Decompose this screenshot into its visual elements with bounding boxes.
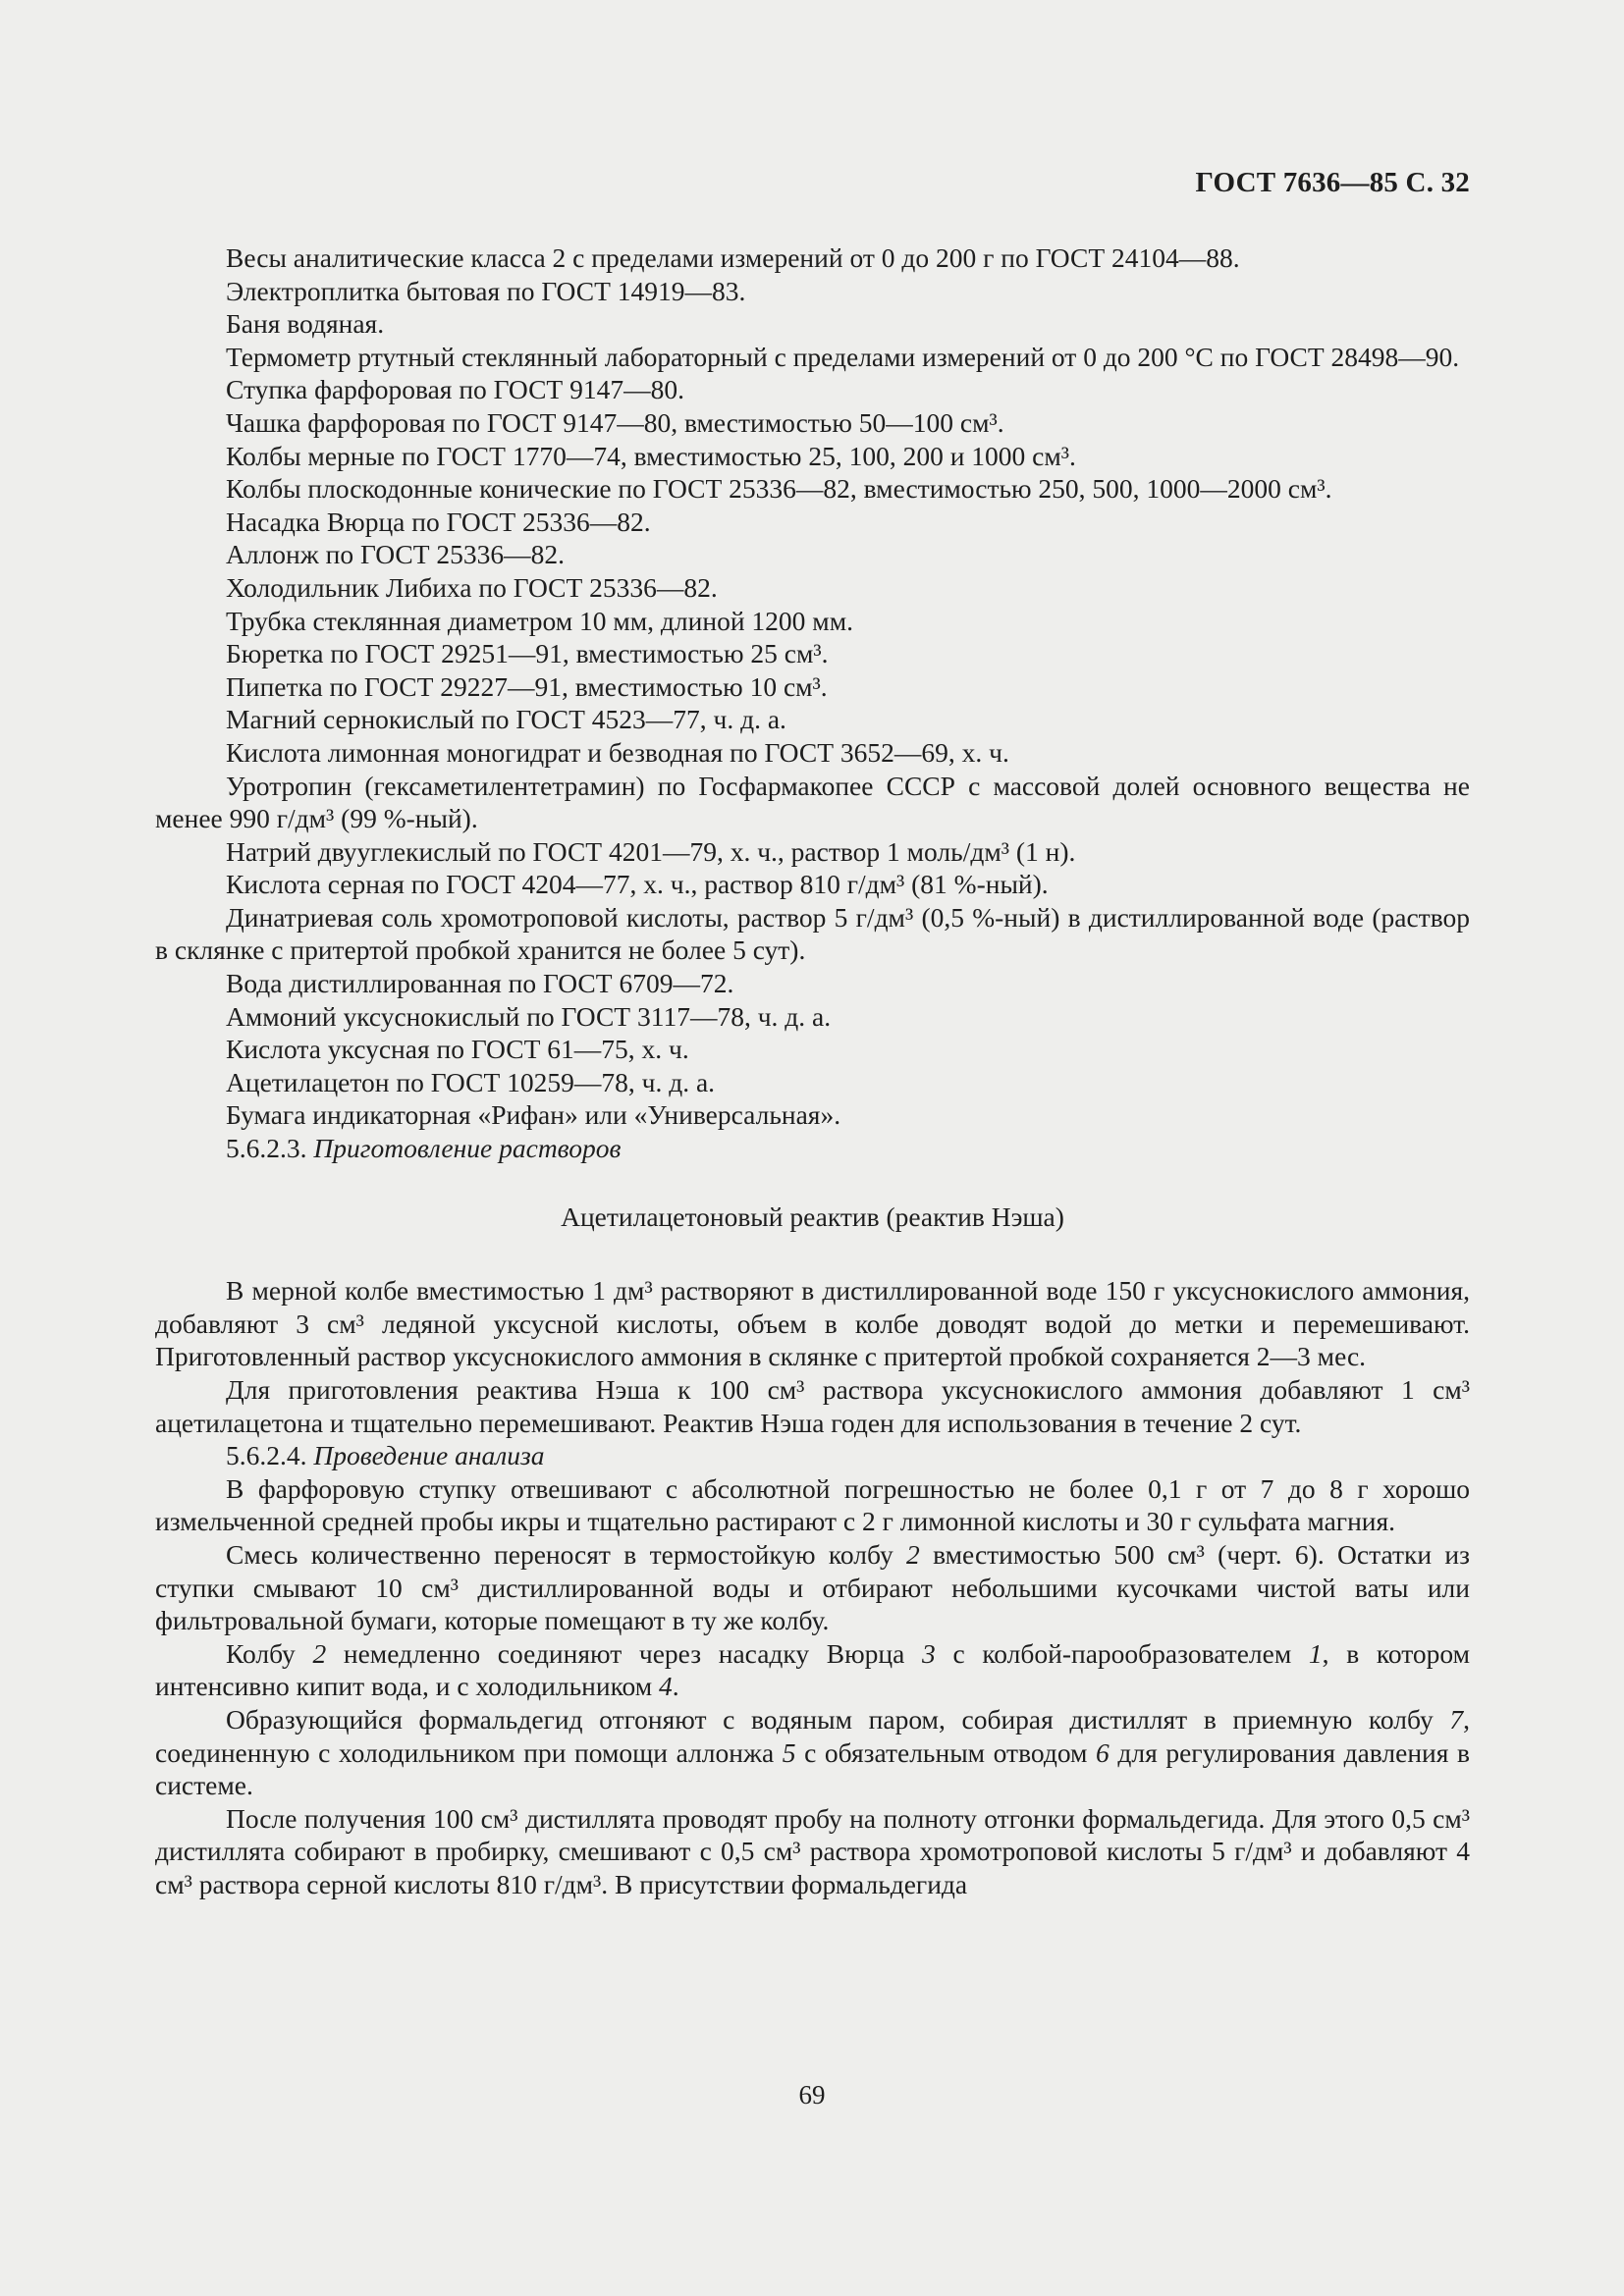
text-run: Образующийся формальдегид отгоняют с водяным паром, собирая дистиллят в приемную колбу (226, 1703, 1450, 1735)
paragraph: В мерной колбе вместимостью 1 дм³ растворяют в дистиллированной воде 150 г уксуснокислого аммония, добавляют 3 см³ ледяной уксусной кислоты, объем в колбе доводят водой до метки и перемешивают. Приготовленный раствор уксуснокислого аммония в склянке с притертой пробкой сохраняется 2—3 мес. (155, 1275, 1470, 1372)
text-run: Колбу (226, 1637, 313, 1669)
figure-ref-number: 3 (922, 1637, 936, 1669)
paragraph (155, 1637, 1470, 1703)
list-item: Холодильник Либиха по ГОСТ 25336—82. (226, 571, 718, 603)
text-run: немедленно соединяют через насадку Вюрца (326, 1637, 923, 1669)
list-item: Бюретка по ГОСТ 29251—91, вместимостью 25 см³. (226, 638, 829, 669)
figure-ref-number: 2 (906, 1538, 920, 1570)
text-run: , в котором интенсивно кипит вода, и с холодильником (155, 1637, 1471, 1702)
list-item: Натрий двууглекислый по ГОСТ 4201—79, х. ч., раствор 1 моль/дм³ (1 н). (226, 835, 1076, 867)
paragraph: После получения 100 см³ дистиллята проводят пробу на полноту отгонки формальдегида. Для этого 0,5 см³ дистиллята собирают в пробирку, смешивают с 0,5 см³ раствора хромотроповой кислоты 5 г/дм³ и добавляют 4 см³ раствора серной кислоты 810 г/дм³. В присутствии формальдегида (155, 1802, 1470, 1899)
figure-ref-number: 4 (659, 1671, 673, 1702)
page-number: 69 (798, 2080, 826, 2109)
paragraph: Для приготовления реактива Нэша к 100 см³ раствора уксуснокислого аммония добавляют 1 см³ ацетилацетона и тщательно перемешивают. Реактив Нэша годен для использования в течение 2 сут. (155, 1374, 1470, 1438)
list-item: Вода дистиллированная по ГОСТ 6709—72. (226, 968, 734, 999)
text-run: для регулирования давления в системе. (155, 1736, 1470, 1801)
list-item: Бумага индикаторная «Рифан» или «Универсальная». (226, 1099, 841, 1131)
figure-ref-number: 2 (312, 1637, 327, 1669)
figure-ref-number: 1 (1308, 1637, 1323, 1669)
text-run: Смесь количественно переносят в термостойкую колбу (226, 1538, 907, 1570)
paragraph (155, 1703, 1470, 1802)
list-item: Трубка стеклянная диаметром 10 мм, длиной 1200 мм. (226, 605, 853, 636)
list-item: Чашка фарфоровая по ГОСТ 9147—80, вместимостью 50—100 см³. (226, 406, 1004, 438)
list-item: Ступка фарфоровая по ГОСТ 9147—80. (226, 374, 684, 405)
list-item: Аммоний уксуснокислый по ГОСТ 3117—78, ч. д. а. (226, 1000, 832, 1032)
list-item: Кислота уксусная по ГОСТ 61—75, х. ч. (226, 1034, 689, 1065)
list-item: Динатриевая соль хромотроповой кислоты, раствор 5 г/дм³ (0,5 %-ный) в дистиллированной воде (раствор в склянке с притертой пробкой хранится не более 5 сут). (155, 901, 1470, 966)
list-item: Магний сернокислый по ГОСТ 4523—77, ч. д. а. (226, 704, 786, 735)
list-item: Кислота лимонная моногидрат и безводная по ГОСТ 3652—69, х. ч. (226, 736, 1009, 768)
text-run: вместимостью 500 см³ (черт. 6). Остатки из ступки смывают 10 см³ дистиллированной воды и отбирают небольшими кусочками чистой ваты или фильтровальной бумаги, которые помещают в ту же колбу. (155, 1538, 1470, 1636)
section-title: Приготовление растворов (313, 1133, 622, 1164)
list-item: Насадка Вюрца по ГОСТ 25336—82. (226, 506, 651, 537)
paragraph (155, 1538, 1470, 1637)
list-item: Уротропин (гексаметилентетрамин) по Госфармакопее СССР с массовой долей основного вещества не менее 990 г/дм³ (99 %-ный). (155, 770, 1470, 834)
paragraph: В фарфоровую ступку отвешивают с абсолютной погрешностью не более 0,1 г от 7 до 8 г хорошо измельченной средней пробы икры и тщательно растирают с 2 г лимонной кислоты и 30 г сульфата магния. (155, 1472, 1470, 1537)
section-title: Проведение анализа (313, 1440, 545, 1471)
text-run: с колбой-парообразователем (935, 1637, 1309, 1669)
text-run: , соединенную с холодильником при помощи аллонжа (155, 1703, 1470, 1768)
figure-ref-number: 7 (1449, 1703, 1464, 1735)
section-heading-5624 (155, 1439, 1470, 1472)
text-run: . (672, 1671, 679, 1702)
list-item: Кислота серная по ГОСТ 4204—77, х. ч., раствор 810 г/дм³ (81 %-ный). (226, 869, 1049, 900)
list-item: Термометр ртутный стеклянный лабораторный с пределами измерений от 0 до 200 °С по ГОСТ 28498—90. (226, 341, 1460, 372)
figure-ref-number: 5 (782, 1736, 796, 1768)
section-number: 5.6.2.3. (226, 1133, 307, 1164)
list-item: Колбы плоскодонные конические по ГОСТ 25336—82, вместимостью 250, 500, 1000—2000 см³. (226, 473, 1332, 505)
list-item: Весы аналитические класса 2 с пределами измерений от 0 до 200 г по ГОСТ 24104—88. (226, 242, 1240, 273)
text-run: с обязательным отводом (795, 1736, 1097, 1768)
list-item: Аллонж по ГОСТ 25336—82. (226, 539, 566, 570)
list-item: Колбы мерные по ГОСТ 1770—74, вместимостью 25, 100, 200 и 1000 см³. (226, 440, 1076, 471)
list-item: Баня водяная. (226, 308, 385, 340)
document-body (155, 241, 1470, 1901)
section-heading-5623 (155, 1132, 1470, 1165)
equipment-list (155, 241, 1470, 1132)
reagent-heading: Ацетилацетоновый реактив (реактив Нэша) (561, 1201, 1064, 1232)
page-header: ГОСТ 7636—85 С. 32 (1195, 167, 1470, 198)
list-item: Электроплитка бытовая по ГОСТ 14919—83. (226, 275, 746, 306)
list-item: Пипетка по ГОСТ 29227—91, вместимостью 10 см³. (226, 670, 828, 702)
figure-ref-number: 6 (1096, 1736, 1110, 1768)
list-item: Ацетилацетон по ГОСТ 10259—78, ч. д. а. (226, 1066, 716, 1097)
section-number: 5.6.2.4. (226, 1440, 307, 1471)
